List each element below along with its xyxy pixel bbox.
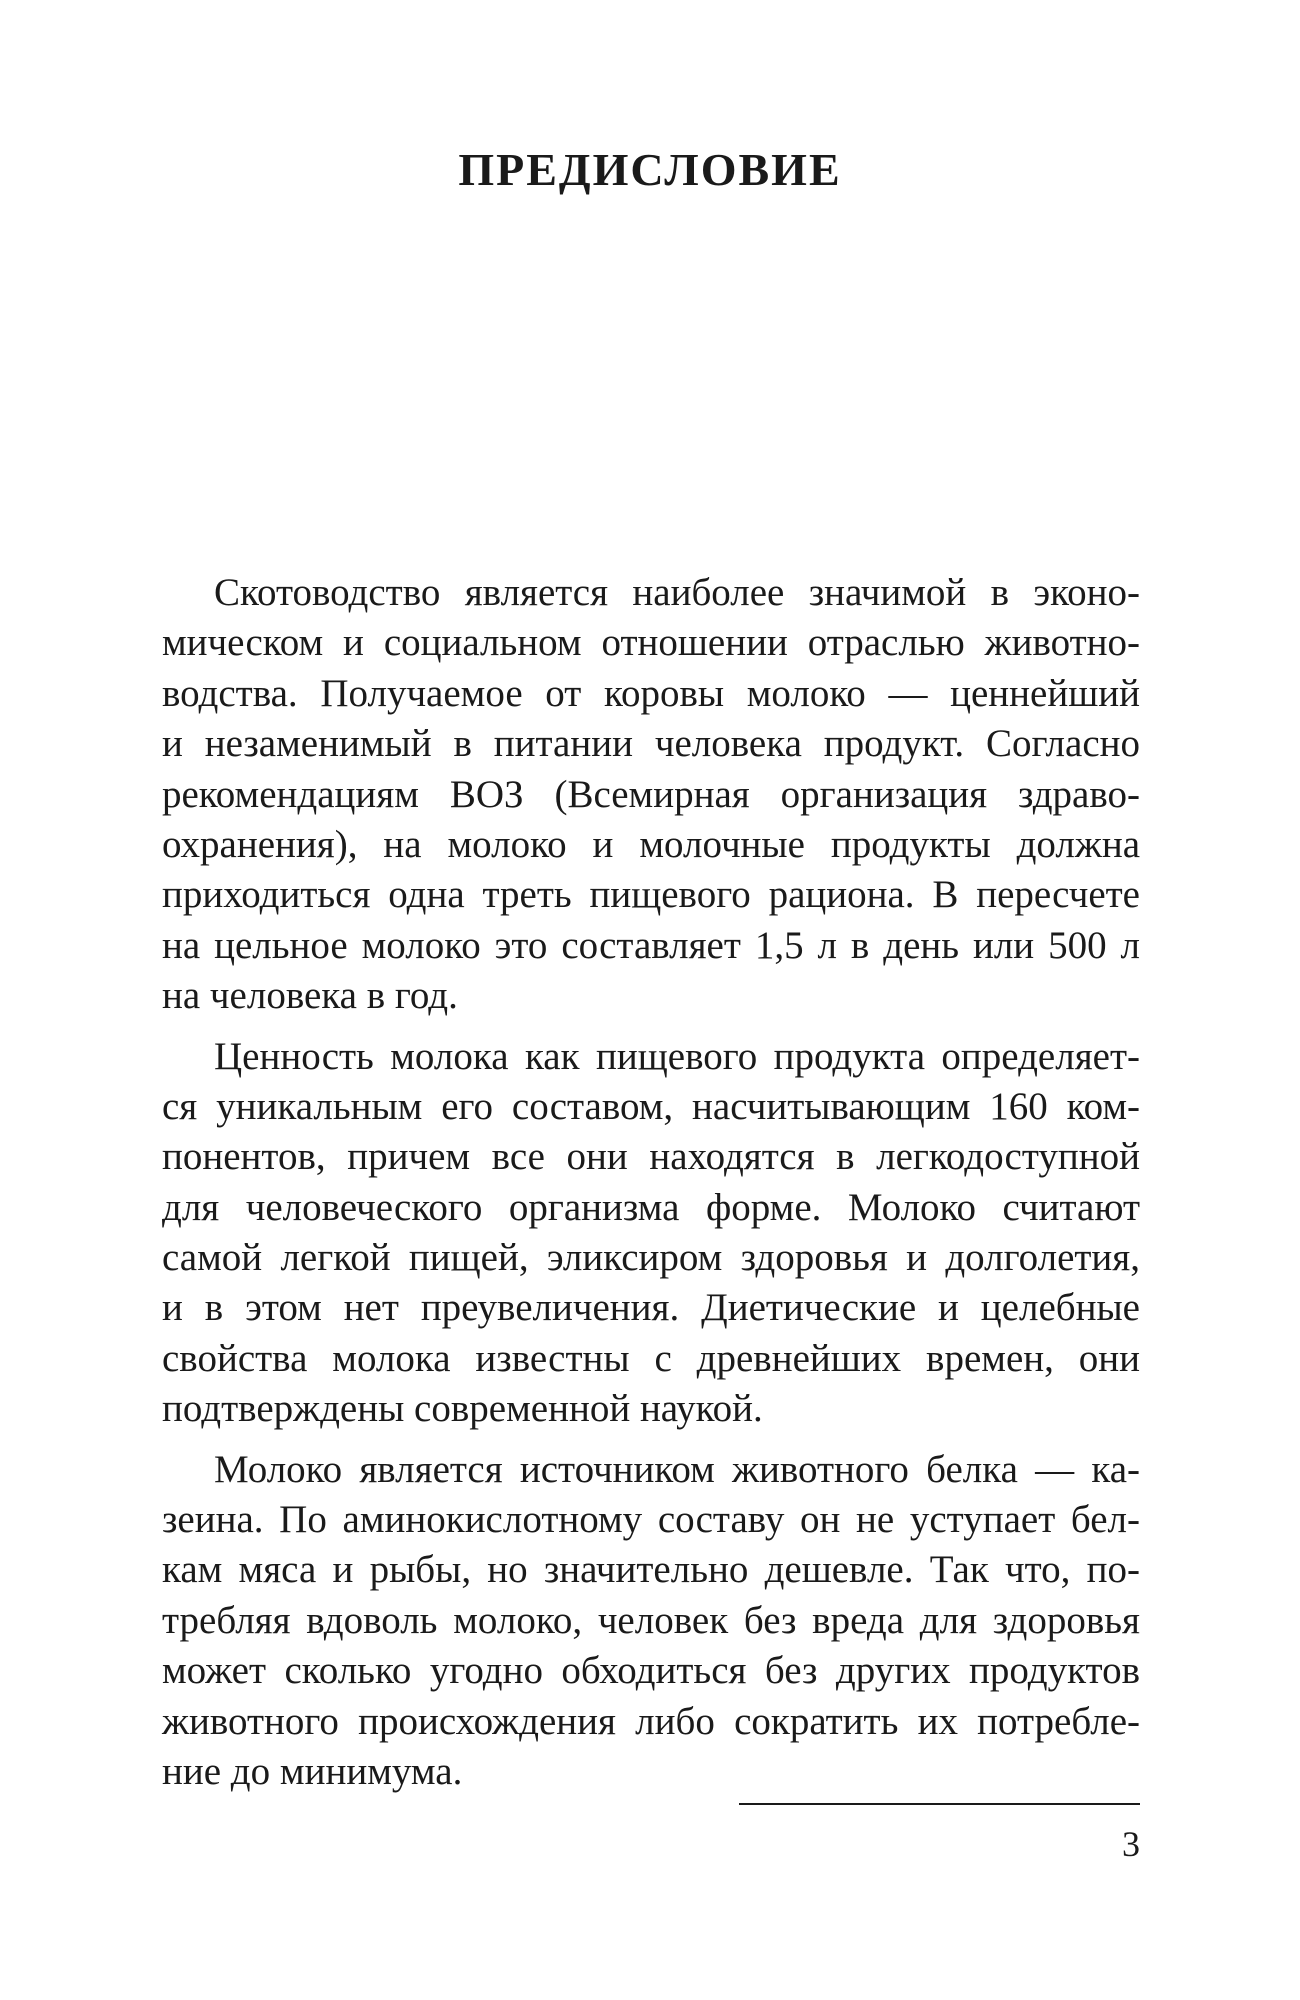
text-line: подтверждены современной наукой. [162, 1387, 763, 1431]
text-line: водства. Получаемое от коровы молоко — ценнейший [162, 671, 1140, 715]
body-text [162, 568, 1140, 1797]
text-line: животного происхождения либо сократить их потребле- [162, 1699, 1140, 1743]
text-line: может сколько угодно обходиться без других продуктов [162, 1649, 1140, 1693]
text-line: для человеческого организма форме. Молоко считают [162, 1185, 1140, 1229]
page-number: 3 [1122, 1824, 1140, 1864]
text-line: понентов, причем все они находятся в легкодоступной [162, 1135, 1140, 1179]
text-line: свойства молока известны с древнейших времен, они [162, 1336, 1140, 1380]
text-line: Молоко является источником животного белка — ка- [214, 1447, 1140, 1491]
text-line: кам мяса и рыбы, но значительно дешевле. Так что, по- [162, 1548, 1140, 1592]
paragraph [162, 568, 1140, 1022]
paragraph-gap [162, 1022, 1140, 1032]
page-title: ПРЕДИСЛОВИЕ [458, 144, 842, 195]
text-line: зеина. По аминокислотному составу он не уступает бел- [162, 1498, 1140, 1542]
text-line: на человека в год. [162, 974, 458, 1018]
paragraph [162, 1445, 1140, 1798]
text-line: мическом и социальном отношении отраслью животно- [162, 621, 1140, 665]
text-line: требляя вдоволь молоко, человек без вреда для здоровья [162, 1598, 1140, 1642]
text-line: Ценность молока как пищевого продукта определяет- [214, 1034, 1140, 1078]
paragraph-gap [162, 1435, 1140, 1445]
text-line: ся уникальным его составом, насчитывающим 160 ком- [162, 1084, 1140, 1128]
text-line: охранения), на молоко и молочные продукты должна [162, 822, 1140, 866]
text-line: приходиться одна треть пищевого рациона. В пересчете [162, 873, 1140, 917]
text-line: и в этом нет преувеличения. Диетические и целебные [162, 1286, 1140, 1330]
text-line: Скотоводство является наиболее значимой в эконо- [214, 571, 1140, 614]
text-line: самой легкой пищей, эликсиром здоровья и долголетия, [162, 1236, 1140, 1280]
text-line: ние до минимума. [162, 1749, 463, 1793]
paragraph [162, 1032, 1140, 1435]
footer-rule [739, 1803, 1140, 1805]
text-line: рекомендациям ВОЗ (Всемирная организация здраво- [162, 772, 1140, 816]
text-line: на цельное молоко это составляет 1,5 л в день или 500 л [162, 923, 1140, 967]
text-line: и незаменимый в питании человека продукт. Согласно [162, 722, 1140, 766]
